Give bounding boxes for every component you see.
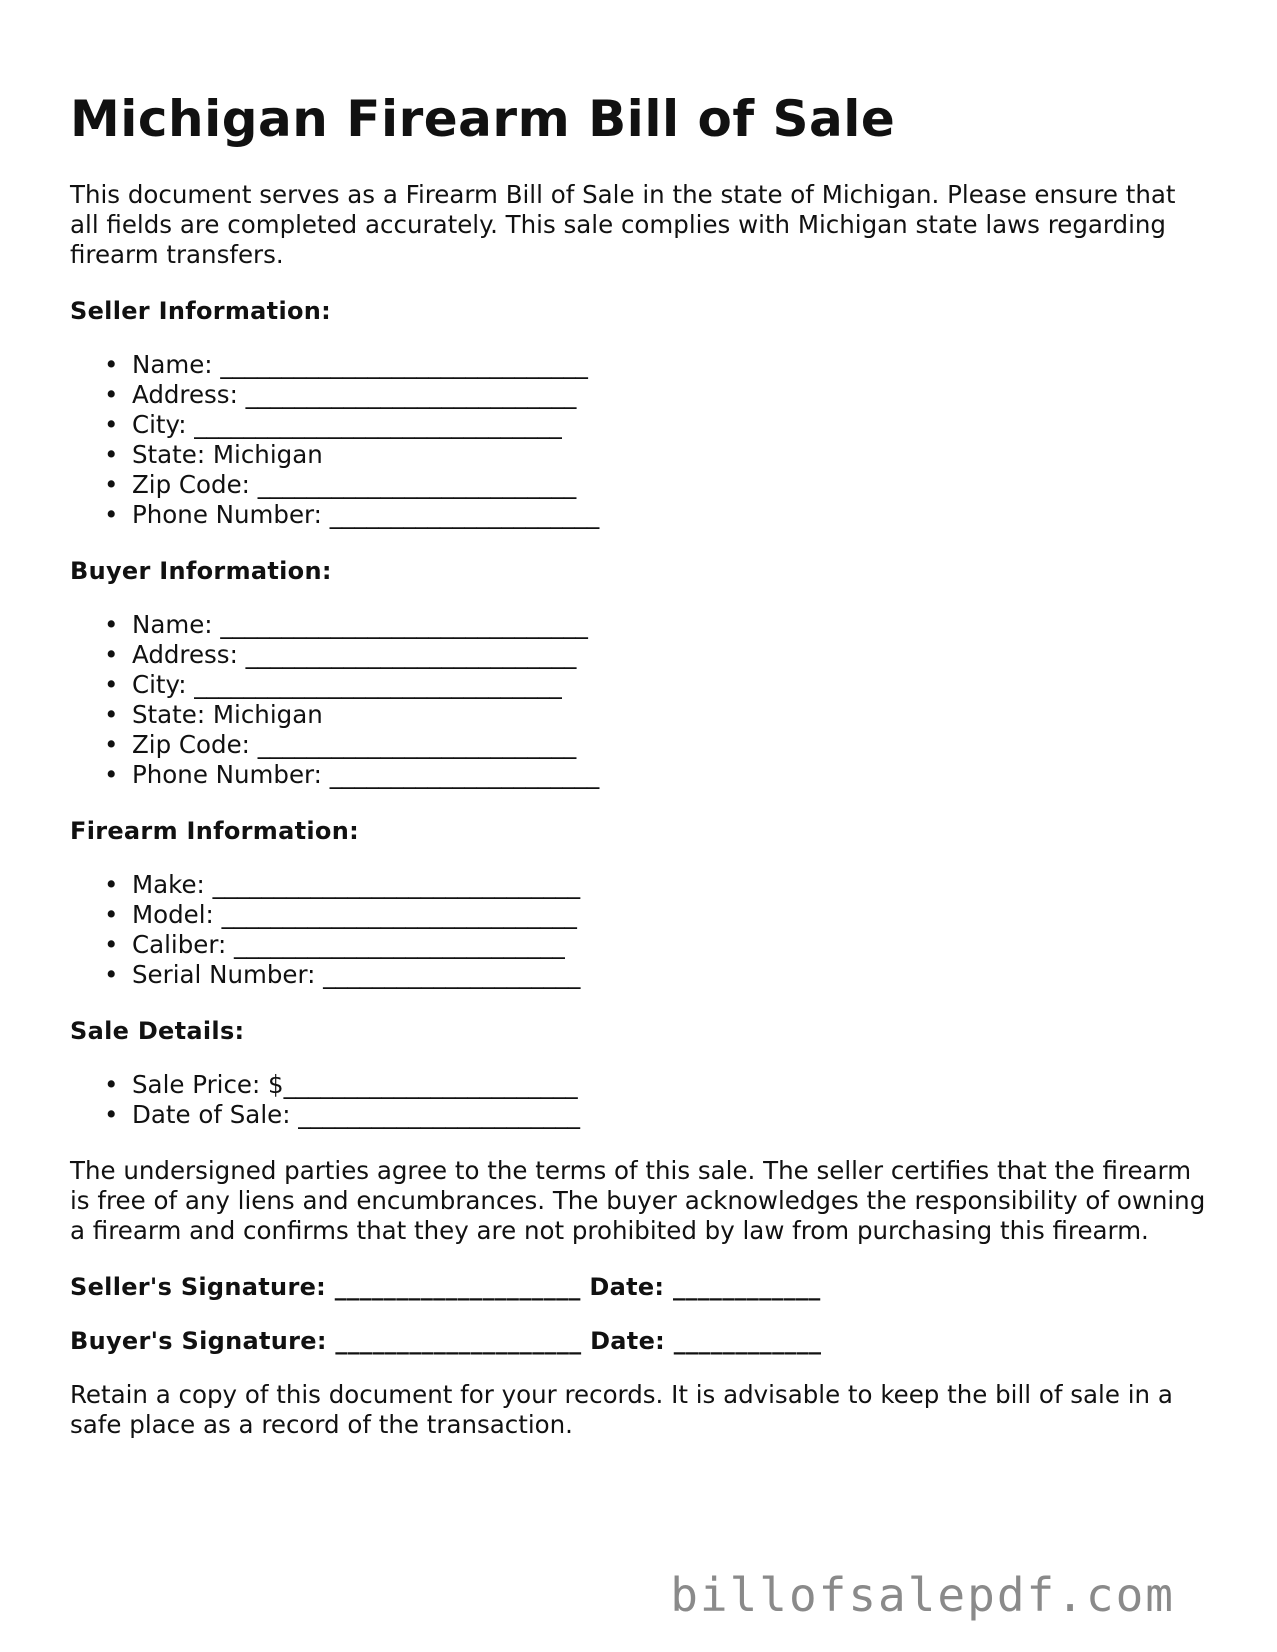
sale-heading: Sale Details: xyxy=(70,1017,245,1045)
firearm-caliber-field: Caliber: ___________________________ xyxy=(132,930,565,959)
buyer-name-field: Name: ______________________________ xyxy=(132,610,588,639)
bullet-icon: • xyxy=(104,1070,119,1099)
buyer-fields-list xyxy=(70,610,1210,790)
list-item xyxy=(70,1100,1210,1130)
bullet-icon: • xyxy=(104,380,119,409)
document-title: Michigan Firearm Bill of Sale xyxy=(70,90,896,148)
watermark-logo: billofsalepdf.com xyxy=(670,1568,1175,1622)
buyer-phone-field: Phone Number: ______________________ xyxy=(132,760,600,789)
sale-fields-list xyxy=(70,1070,1210,1130)
seller-heading: Seller Information: xyxy=(70,297,332,325)
seller-signature-line: Seller's Signature: ____________________ Date: ____________ xyxy=(70,1273,821,1301)
retain-paragraph: Retain a copy of this document for your records. It is advisable to keep the bill of sale in a safe place as a record of the transaction. xyxy=(70,1380,1173,1439)
bullet-icon: • xyxy=(104,1100,119,1129)
seller-zip-field: Zip Code: __________________________ xyxy=(132,470,577,499)
intro-paragraph: This document serves as a Firearm Bill of Sale in the state of Michigan. Please ensure that all fields are completed accurately. This sale complies with Michigan state laws regarding firearm transfers. xyxy=(70,180,1176,269)
list-item xyxy=(70,730,1210,760)
document-page xyxy=(70,88,1210,1440)
bullet-icon: • xyxy=(104,760,119,789)
bullet-icon: • xyxy=(104,730,119,759)
list-item xyxy=(70,960,1210,990)
list-item xyxy=(70,900,1210,930)
buyer-zip-field: Zip Code: __________________________ xyxy=(132,730,577,759)
seller-fields-list xyxy=(70,350,1210,530)
sale-price-field: Sale Price: $________________________ xyxy=(132,1070,578,1099)
buyer-address-field: Address: ___________________________ xyxy=(132,640,577,669)
bullet-icon: • xyxy=(104,960,119,989)
list-item xyxy=(70,670,1210,700)
bullet-icon: • xyxy=(104,410,119,439)
bullet-icon: • xyxy=(104,670,119,699)
list-item xyxy=(70,870,1210,900)
terms-paragraph: The undersigned parties agree to the terms of this sale. The seller certifies that the firearm is free of any liens and encumbrances. The buyer acknowledges the responsibility of owning a firearm and confirms that they are not prohibited by law from purchasing this firearm. xyxy=(70,1156,1206,1245)
list-item xyxy=(70,610,1210,640)
seller-phone-field: Phone Number: ______________________ xyxy=(132,500,600,529)
seller-city-field: City: ______________________________ xyxy=(132,410,562,439)
list-item xyxy=(70,410,1210,440)
sale-date-field: Date of Sale: _______________________ xyxy=(132,1100,580,1129)
bullet-icon: • xyxy=(104,610,119,639)
seller-state-field: State: Michigan xyxy=(132,440,323,469)
firearm-make-field: Make: ______________________________ xyxy=(132,870,581,899)
bullet-icon: • xyxy=(104,700,119,729)
firearm-heading: Firearm Information: xyxy=(70,817,359,845)
list-item xyxy=(70,440,1210,470)
firearm-model-field: Model: _____________________________ xyxy=(132,900,577,929)
list-item xyxy=(70,500,1210,530)
seller-name-field: Name: ______________________________ xyxy=(132,350,588,379)
bullet-icon: • xyxy=(104,440,119,469)
list-item xyxy=(70,760,1210,790)
bullet-icon: • xyxy=(104,900,119,929)
bullet-icon: • xyxy=(104,500,119,529)
list-item xyxy=(70,640,1210,670)
list-item xyxy=(70,470,1210,500)
list-item xyxy=(70,350,1210,380)
buyer-heading: Buyer Information: xyxy=(70,557,332,585)
bullet-icon: • xyxy=(104,350,119,379)
list-item xyxy=(70,930,1210,960)
firearm-fields-list xyxy=(70,870,1210,990)
bullet-icon: • xyxy=(104,640,119,669)
list-item xyxy=(70,380,1210,410)
buyer-signature-line: Buyer's Signature: ____________________ Date: ____________ xyxy=(70,1327,822,1355)
buyer-state-field: State: Michigan xyxy=(132,700,323,729)
buyer-city-field: City: ______________________________ xyxy=(132,670,562,699)
bullet-icon: • xyxy=(104,930,119,959)
list-item xyxy=(70,700,1210,730)
bullet-icon: • xyxy=(104,870,119,899)
firearm-serial-field: Serial Number: _____________________ xyxy=(132,960,581,989)
list-item xyxy=(70,1070,1210,1100)
bullet-icon: • xyxy=(104,470,119,499)
seller-address-field: Address: ___________________________ xyxy=(132,380,577,409)
